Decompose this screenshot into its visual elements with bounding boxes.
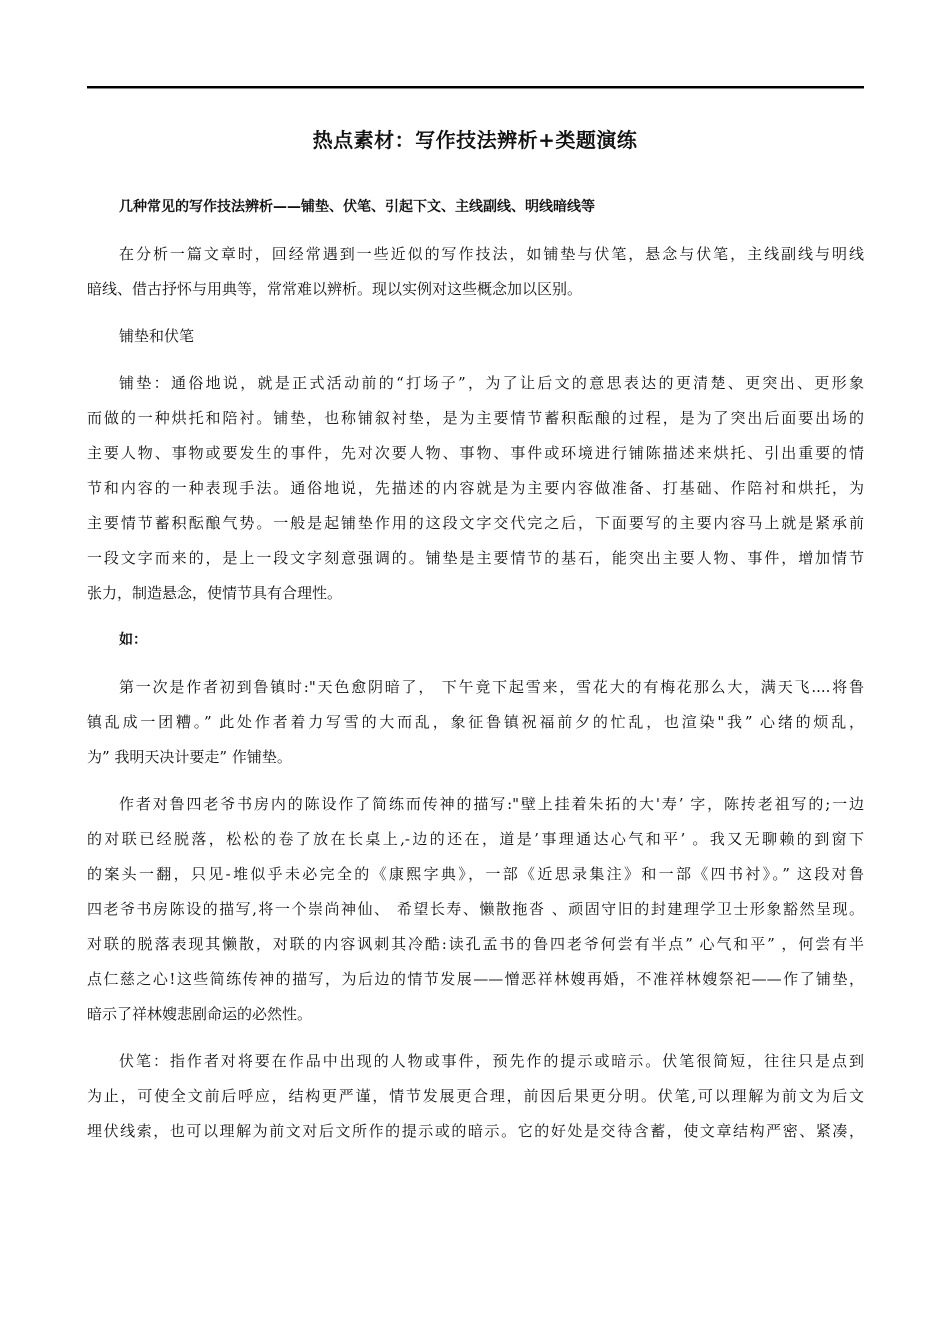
text-line: 点仁慈之心!这些简练传神的描写，为后边的情节发展——憎恶祥林嫂再婚，不准祥林嫂祭祀——作了铺垫，	[87, 970, 864, 988]
text-line: 四老爷书房陈设的描写,将一个崇尚神仙、 希望长寿、懒散拖沓 、顽固守旧的封建理学卫士形象豁然呈现。	[87, 900, 864, 918]
paragraph-section-heading	[87, 319, 864, 354]
paragraph-intro	[87, 237, 864, 307]
example-label: 如：	[119, 632, 147, 648]
text-line: 在分析一篇文章时，回经常遇到一些近似的写作技法，如铺垫与伏笔，悬念与伏笔，主线副线与明线	[119, 245, 864, 263]
paragraph-example-2	[87, 787, 864, 1032]
text-line: 为止，可使全文前后呼应，结构更严谨，情节发展更合理，前因后果更分明。伏笔,可以理解为前文为后文	[87, 1087, 864, 1105]
paragraph-fubi-definition	[87, 1044, 864, 1149]
text-line: 主要情节蓄积酝酿气势。一般是起铺垫作用的这段文字交代完之后，下面要写的主要内容马上就是紧承前	[87, 514, 864, 532]
text-line: 埋伏线索，也可以理解为前文对后文所作的提示或的暗示。它的好处是交待含蓄，使文章结构严密、紧凑，	[87, 1122, 864, 1140]
paragraph-example-1	[87, 670, 864, 775]
text-line: 主要人物、事物或要发生的事件，先对次要人物、事物、事件或环境进行铺陈描述来烘托、引出重要的情	[87, 444, 864, 462]
text-line: 第一次是作者初到鲁镇时:"天色愈阴暗了， 下午竟下起雪来，雪花大的有梅花那么大，满天飞....将鲁	[119, 678, 864, 696]
section-heading: 铺垫和伏笔	[119, 327, 195, 345]
text-line: 一段文字而来的，是上一段文字刻意强调的。铺垫是主要情节的基石，能突出主要人物、事件，增加情节	[87, 549, 864, 567]
paragraph-example-label	[87, 623, 864, 658]
text-line: 铺垫：通俗地说，就是正式活动前的“打场子”，为了让后文的意思表达的更清楚、更突出、更形象	[119, 374, 864, 392]
text-line: 节和内容的一种表现手法。通俗地说，先描述的内容就是为主要内容做准备、打基础、作陪衬和烘托，为	[87, 479, 864, 497]
document-body	[87, 190, 864, 1161]
text-line: 张力，制造悬念，使情节具有合理性。	[87, 584, 343, 602]
text-line: 暗示了祥林嫂悲剧命运的必然性。	[87, 1005, 313, 1023]
document-title: 热点素材：写作技法辨析+类题演练	[312, 128, 638, 152]
text-line: 暗线、借古抒怀与用典等，常常难以辨析。现以实例对这些概念加以区别。	[87, 280, 583, 298]
text-line: 对联的脱落表现其懒散，对联的内容讽刺其冷酷:读孔孟书的鲁四老爷何尝有半点” 心气和平” ，何尝有半	[87, 935, 864, 953]
text-line: 为” 我明天决计要走” 作铺垫。	[87, 748, 292, 766]
text-line: 而做的一种烘托和陪衬。铺垫，也称铺叙衬垫，是为主要情节蓄积酝酿的过程，是为了突出后面要出场的	[87, 409, 864, 427]
header-rule	[87, 86, 864, 89]
text-line: 作者对鲁四老爷书房内的陈设作了简练而传神的描写:"壁上挂着朱拓的大'寿’ 字，陈抟老祖写的;一边	[119, 795, 864, 813]
section-subtitle: 几种常见的写作技法辨析——铺垫、伏笔、引起下文、主线副线、明线暗线等	[119, 199, 595, 215]
text-line: 的案头一翻，只见-堆似乎未必完全的《康熙字典》，一部《近思录集注》和一部《四书衬》。” 这段对鲁	[87, 865, 864, 883]
paragraph-pudian-definition	[87, 366, 864, 611]
text-line: 镇乱成一团糟。” 此处作者着力写雪的大而乱，象征鲁镇祝福前夕的忙乱，也渲染"我” 心绪的烦乱，	[87, 713, 864, 731]
text-line: 的对联已经脱落，松松的卷了放在长桌上,-边的还在，道是’事理通达心气和平’ 。我又无聊赖的到窗下	[87, 830, 864, 848]
text-line: 伏笔：指作者对将要在作品中出现的人物或事件，预先作的提示或暗示。伏笔很简短，往往只是点到	[119, 1052, 864, 1070]
